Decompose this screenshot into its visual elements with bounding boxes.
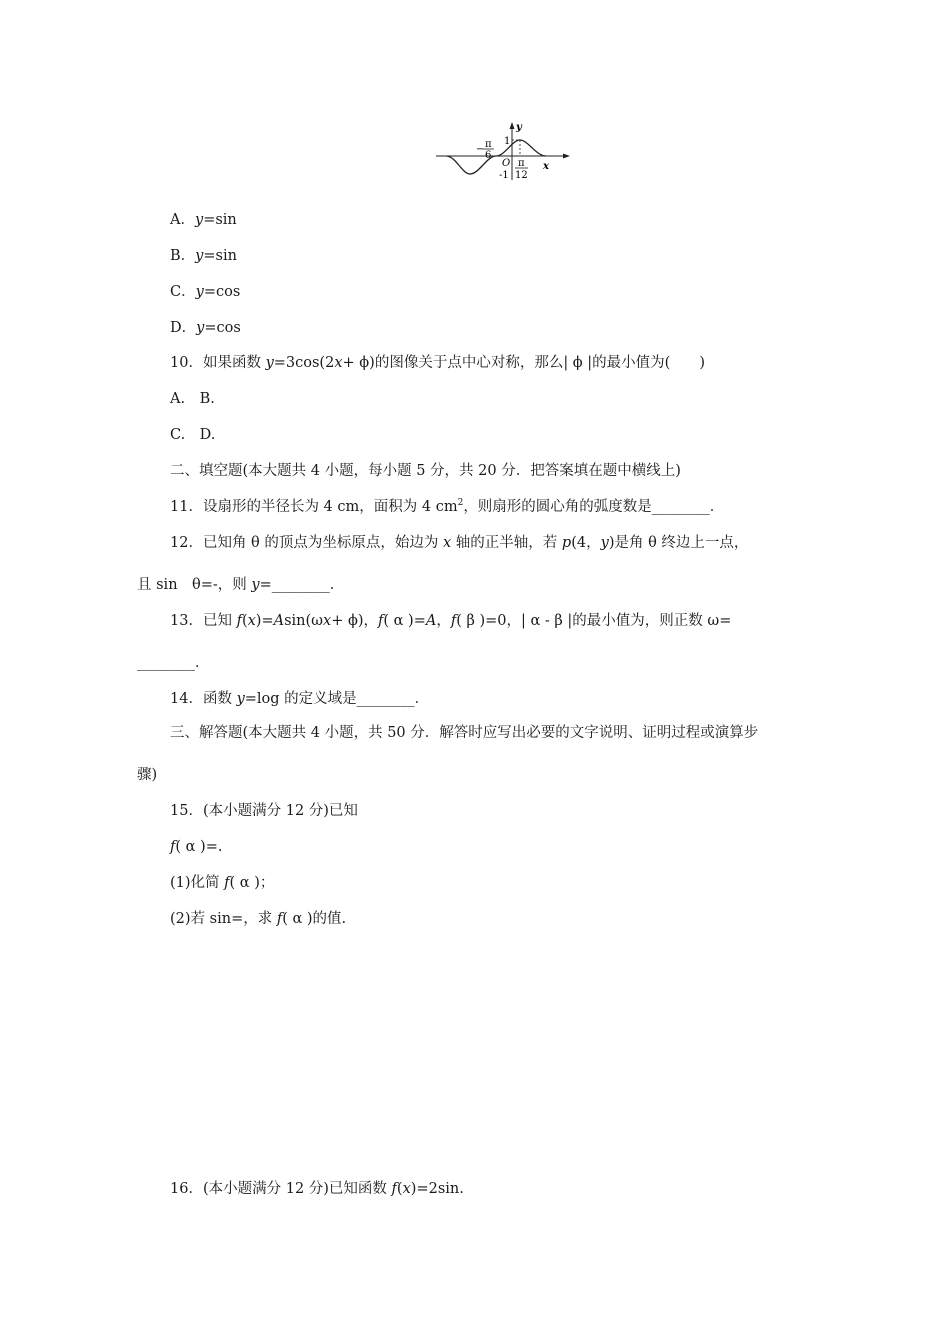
var-p: p — [561, 535, 572, 551]
option-b-label: B． — [170, 248, 196, 264]
var-f: f — [276, 911, 283, 927]
section-2-heading: 二、填空题(本大题共 4 小题，每小题 5 分，共 20 分．把答案填在题中横线上) — [170, 463, 681, 479]
y-axis-label: y — [516, 122, 522, 133]
var-f: f — [391, 1181, 397, 1197]
var-x: x — [402, 1181, 411, 1197]
pi-over-twelve-numerator: π — [518, 158, 525, 169]
q13-text-5: + ϕ)， — [331, 613, 378, 629]
q13-text-4: sin(ω — [284, 613, 323, 629]
q13-text-7: ， — [436, 613, 451, 629]
q13-text-2: ( — [241, 613, 248, 629]
q10-text-2: =3cos(2 — [273, 355, 335, 371]
q12-line2-text-1: 且 sin θ=-，则 — [137, 577, 252, 593]
q13-text-3: )= — [255, 613, 274, 629]
q10-text-1: 10．如果函数 — [170, 355, 266, 371]
q11-superscript: 2 — [457, 498, 464, 509]
q15-part-1 — [170, 874, 274, 892]
x-axis-arrow-icon — [563, 154, 570, 159]
var-y: y — [194, 212, 204, 228]
q12-stem — [170, 534, 748, 552]
option-c-label: C． — [170, 284, 196, 300]
option-c-text: =cos — [203, 284, 241, 300]
label-minus-one: -1 — [499, 170, 509, 181]
q15-part1-text-1: (1)化简 — [170, 875, 225, 891]
minus-sign: − — [476, 144, 485, 155]
q13-text-6: ( α )= — [383, 613, 426, 629]
q9-option-d — [170, 319, 241, 337]
q12-text-2: 轴的正半轴，若 — [451, 535, 562, 551]
x-axis-label: x — [543, 161, 549, 172]
q11-text-2: ，则扇形的圆心角的弧度数是________． — [463, 499, 725, 515]
option-a-text: =sin — [203, 212, 237, 228]
q13-text-8: ( β )=0，| α - β |的最小值为，则正数 ω= — [456, 613, 732, 629]
q15-part2-text-2: ( α )的值. — [282, 911, 347, 927]
var-y: y — [236, 691, 245, 707]
var-x: x — [443, 535, 452, 551]
q12-text-1: 12．已知角 θ 的顶点为坐标原点，始边为 — [170, 535, 444, 551]
q15-part-2 — [170, 910, 346, 928]
pi-over-twelve-denominator: 12 — [515, 170, 528, 181]
q14-text-2: =log 的定义域是________． — [244, 691, 430, 707]
q15-function-text: ( α )=. — [175, 839, 223, 855]
var-f: f — [378, 613, 384, 629]
var-f: f — [450, 613, 457, 629]
option-b-text: =sin — [203, 248, 237, 264]
q11-stem — [170, 498, 724, 516]
q16-stem — [170, 1180, 464, 1198]
q9-option-a — [170, 211, 237, 229]
var-y: y — [195, 248, 204, 264]
q12-stem-line-2 — [137, 576, 344, 594]
q13-stem — [170, 612, 731, 630]
q11-text-1: 11．设扇形的半径长为 4 cm，面积为 4 cm — [170, 499, 458, 515]
section-3-heading-line-2: 骤) — [137, 767, 158, 783]
var-x: x — [247, 613, 256, 629]
q16-text-2: ( — [396, 1181, 403, 1197]
q12-line2-text-2: =________． — [259, 577, 345, 593]
q16-text-1: 16．(本小题满分 12 分)已知函数 — [170, 1181, 392, 1197]
var-f: f — [224, 875, 230, 891]
function-graph — [432, 118, 574, 184]
var-x: x — [323, 613, 332, 629]
q15-part2-text-1: (2)若 sin=，求 — [170, 911, 277, 927]
q9-option-c — [170, 283, 240, 301]
q9-option-b — [170, 247, 237, 265]
pi-over-six-numerator: π — [485, 139, 492, 150]
var-y: y — [265, 355, 274, 371]
q10-text-3: + ϕ)的图像关于点中心对称，那么| ϕ |的最小值为( ) — [342, 355, 705, 371]
var-y: y — [251, 577, 260, 593]
option-a-label: A． — [170, 212, 195, 228]
var-A: A — [425, 613, 437, 629]
y-axis-arrow-icon — [510, 122, 515, 129]
q15-stem: 15．(本小题满分 12 分)已知 — [170, 803, 358, 819]
q12-text-4: )是角 θ 终边上一点， — [608, 535, 749, 551]
origin-label: O — [502, 158, 511, 169]
q10-options-cd: C. D. — [170, 427, 216, 443]
q15-part1-text-2: ( α )； — [229, 875, 275, 891]
q10-options-ab: A. B. — [170, 391, 215, 407]
q14-text-1: 14．函数 — [170, 691, 237, 707]
var-A: A — [273, 613, 285, 629]
option-d-label: D． — [170, 320, 197, 336]
q10-stem — [170, 354, 705, 372]
var-f: f — [170, 839, 176, 855]
q13-text-1: 13．已知 — [170, 613, 237, 629]
q16-text-3: )=2sin. — [410, 1181, 464, 1197]
q14-stem — [170, 690, 429, 708]
q13-stem-line-2: ________． — [137, 655, 210, 671]
q12-text-3: (4， — [571, 535, 601, 551]
var-x: x — [334, 355, 343, 371]
var-f: f — [236, 613, 242, 629]
section-3-heading: 三、解答题(本大题共 4 小题，共 50 分．解答时应写出必要的文字说明、证明过程或演算步 — [170, 725, 759, 741]
pi-over-six-denominator: 6 — [485, 150, 492, 161]
var-y: y — [196, 320, 205, 336]
q15-function — [170, 838, 222, 856]
label-one: 1 — [504, 136, 511, 147]
var-y: y — [195, 284, 204, 300]
option-d-text: =cos — [204, 320, 241, 336]
sine-curve — [446, 140, 546, 174]
var-y: y — [600, 535, 609, 551]
